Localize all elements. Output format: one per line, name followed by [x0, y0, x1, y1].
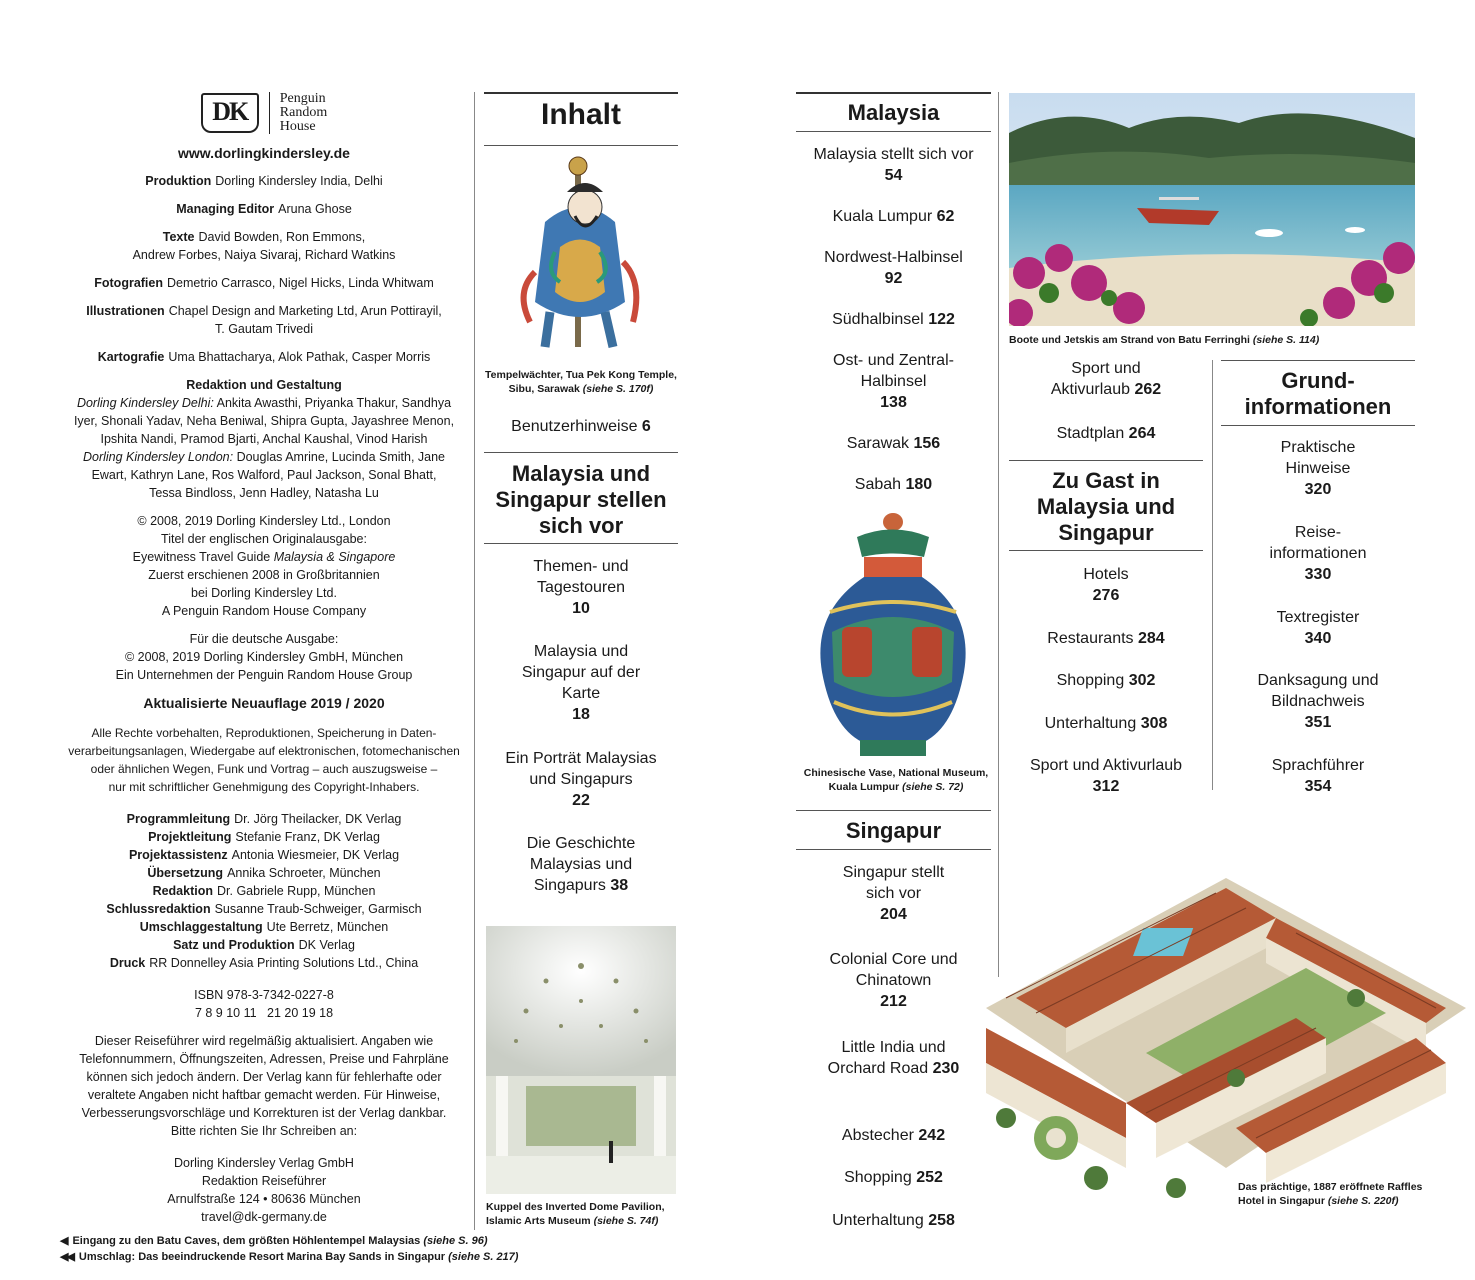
toc-entry-hotels[interactable]: Hotels 276: [1083, 566, 1129, 604]
toc-entry-little-india[interactable]: Little India und Orchard Road 230: [827, 1039, 960, 1077]
section-title-singapur: Singapur: [845, 818, 942, 843]
staff-row: Übersetzung Annika Schroeter, München: [147, 866, 381, 880]
temple-guardian-image: [505, 152, 655, 352]
credit-kartografie: Kartografie Uma Bhattacharya, Alok Pathak, Casper Morris: [97, 350, 431, 364]
toc-entry-danksagung[interactable]: Danksagung und Bildnachweis 351: [1257, 672, 1379, 731]
beach-photo: [1009, 93, 1415, 326]
toc-entry-sarawak[interactable]: Sarawak 156: [846, 435, 941, 452]
copyright-de: Für die deutsche Ausgabe: © 2008, 2019 Dorling Kindersley GmbH, München Ein Unternehmen der Penguin Random House Group: [115, 632, 413, 682]
staff-row: Programmleitung Dr. Jörg Theilacker, DK Verlag: [126, 812, 402, 826]
toc-entry-sprachfuehrer[interactable]: Sprachführer 354: [1271, 757, 1365, 795]
update-notice: Dieser Reiseführer wird regelmäßig aktualisiert. Angaben wie Telefonnummern, Öffnungszeiten, Adressen, Preise und Fahrpläne können sich jedoch ändern. Der Verlag kann für fehlerhafte oder veraltete Angaben nicht haftbar gemacht werden. Für Hinweise, Verbesserungsvorschläge und Korrekturen ist der Verlag dankbar. Bitte richten Sie Ihr Schreiben an:: [79, 1034, 449, 1138]
penguin-random-house-logo: Penguin Random House: [279, 91, 328, 134]
raffles-hotel-illustration: [976, 838, 1472, 1230]
publisher-logo: [55, 92, 473, 134]
caption-temple-guardian: Tempelwächter, Tua Pek Kong Temple, Sibu, Sarawak (siehe S. 170f): [485, 369, 677, 395]
rights-notice: Alle Rechte vorbehalten, Reproduktionen, Speicherung in Daten- verarbeitungsanlagen, Wiedergabe auf elektronischen, fotomechanischen oder ähnlichen Wegen, Funk und Vortrag – auch auszugsweise – nur mit schriftlicher Genehmigung des Copyright-Inhabers.: [68, 726, 460, 794]
copyright-en: © 2008, 2019 Dorling Kindersley Ltd., London Titel der englischen Originalausgabe: Eyewitness Travel Guide Malaysia & Singapore Zuerst erschienen 2008 in Großbritannien bei Dorling Kindersley Ltd. A Penguin Random House Company: [132, 514, 396, 618]
edition-title: Aktualisierte Neuauflage 2019 / 2020: [143, 695, 385, 711]
toc-entry-unterhaltung-sg[interactable]: Unterhaltung 258: [832, 1212, 955, 1229]
website-link[interactable]: www.dorlingkindersley.de: [178, 145, 350, 161]
credit-fotografien: Fotografien Demetrio Carrasco, Nigel Hicks, Linda Whitwam: [94, 276, 434, 290]
toc-entry-sabah[interactable]: Sabah 180: [854, 476, 933, 493]
credit-illustrationen: Illustrationen Chapel Design and Marketing Ltd, Arun Pottirayil, T. Gautam Trivedi: [86, 304, 442, 336]
footnote-cover: ◀◀ Umschlag: Das beeindruckende Resort Marina Bay Sands in Singapur (siehe S. 217): [60, 1251, 519, 1263]
staff-row: Schlussredaktion Susanne Traub-Schweiger, Garmisch: [106, 902, 422, 916]
contents-title: Inhalt: [541, 98, 621, 131]
section-title-intro: Malaysia und Singapur stellen sich vor: [495, 461, 667, 538]
toc-entry-reiseinformationen[interactable]: Reise- informationen 330: [1269, 524, 1367, 583]
toc-entry-benutzerhinweise[interactable]: Benutzerhinweise 6: [511, 418, 651, 435]
email-link[interactable]: travel@dk-germany.de: [201, 1210, 327, 1224]
toc-entry-shopping-sg[interactable]: Shopping 252: [844, 1169, 943, 1186]
toc-entry-praktische-hinweise[interactable]: Praktische Hinweise 320: [1280, 439, 1356, 498]
staff-row: Projektassistenz Antonia Wiesmeier, DK Verlag: [128, 848, 400, 862]
caption-beach: Boote und Jetskis am Strand von Batu Ferringhi (siehe S. 114): [1009, 334, 1320, 346]
toc-entry-portraet[interactable]: Ein Porträt Malaysias und Singapurs 22: [505, 750, 657, 809]
toc-entry-geschichte[interactable]: Die Geschichte Malaysias und Singapurs 38: [526, 835, 636, 894]
toc-entry-colonial-core[interactable]: Colonial Core und Chinatown 212: [829, 951, 958, 1010]
section-title-grundinformationen: Grund- informationen: [1244, 368, 1392, 419]
toc-entry-singapur-intro[interactable]: Singapur stellt sich vor 204: [842, 864, 945, 923]
staff-row: Druck RR Donnelley Asia Printing Solutions Ltd., China: [109, 956, 419, 970]
toc-entry-suedhalbinsel[interactable]: Südhalbinsel 122: [832, 311, 955, 328]
section-title-malaysia: Malaysia: [847, 100, 940, 125]
toc-entry-ost-zentral[interactable]: Ost- und Zentral-Halbinsel 138: [833, 352, 954, 411]
toc-entry-themen[interactable]: Themen- und Tagestouren 10: [533, 558, 629, 617]
toc-entry-nordwest[interactable]: Nordwest-Halbinsel 92: [824, 249, 963, 287]
imprint-column: [55, 92, 473, 1226]
caption-inverted-dome: Kuppel des Inverted Dome Pavilion, Islamic Arts Museum (siehe S. 74f): [486, 1201, 665, 1227]
chinese-vase-image: [812, 512, 974, 760]
redaktion-block: Redaktion und Gestaltung Dorling Kindersley Delhi: Ankita Awasthi, Priyanka Thakur, Sandhya Iyer, Shonali Yadav, Neha Beniwal, Shipra Gupta, Jayashree Menon, Ipshita Nandi, Pramod Bjarti, Anchal Kaushal, Vinod Harish Dorling Kindersley London: Douglas Amrine, Lucinda Smith, Jane Ewart, Kathryn Lane, Ros Walford, Paul Jackson, Sonal Bhatt, Tessa Bindloss, Jenn Hadley, Natasha Lu: [73, 378, 455, 500]
isbn-block: ISBN 978-3-7342-0227-8 7 8 9 10 11 21 20 19 18: [194, 988, 334, 1020]
toc-entry-malaysia-intro[interactable]: Malaysia stellt sich vor 54: [813, 146, 974, 184]
toc-entry-sport-aktiv[interactable]: Sport und Aktivurlaub 262: [1050, 360, 1162, 398]
credit-texte: Texte David Bowden, Ron Emmons, Andrew Forbes, Naiya Sivaraj, Richard Watkins: [132, 230, 396, 262]
staff-row: Umschlaggestaltung Ute Berretz, München: [139, 920, 389, 934]
credit-managing-editor: Managing Editor Aruna Ghose: [176, 202, 352, 216]
staff-row: Satz und Produktion DK Verlag: [173, 938, 355, 952]
staff-row: Projektleitung Stefanie Franz, DK Verlag: [148, 830, 380, 844]
toc-entry-unterhaltung[interactable]: Unterhaltung 308: [1044, 715, 1168, 732]
staff-list: [55, 810, 473, 972]
toc-entry-sport-gast[interactable]: Sport und Aktivurlaub 312: [1029, 757, 1183, 795]
toc-entry-restaurants[interactable]: Restaurants 284: [1047, 630, 1165, 647]
toc-entry-karte[interactable]: Malaysia und Singapur auf der Karte 18: [521, 643, 641, 723]
publisher-address: Dorling Kindersley Verlag GmbH Redaktion Reiseführer Arnulfstraße 124 • 80636 München travel@dk-germany.de: [55, 1154, 473, 1226]
inverted-dome-image: [486, 926, 676, 1194]
section-title-zu-gast: Zu Gast in Malaysia und Singapur: [1036, 468, 1176, 545]
staff-row: Redaktion Dr. Gabriele Rupp, München: [152, 884, 376, 898]
caption-raffles: Das prächtige, 1887 eröffnete Raffles Hotel in Singapur (siehe S. 220f): [1238, 1181, 1423, 1207]
toc-entry-stadtplan[interactable]: Stadtplan 264: [1056, 425, 1156, 442]
toc-entry-shopping[interactable]: Shopping 302: [1056, 672, 1156, 689]
dk-logo-icon: DK: [201, 93, 259, 133]
credit-produktion: Produktion Dorling Kindersley India, Delhi: [145, 174, 383, 188]
toc-entry-textregister[interactable]: Textregister 340: [1276, 609, 1360, 647]
toc-entry-kuala-lumpur[interactable]: Kuala Lumpur 62: [832, 208, 955, 225]
toc-entry-abstecher[interactable]: Abstecher 242: [841, 1127, 946, 1144]
caption-vase: Chinesische Vase, National Museum, Kuala Lumpur (siehe S. 72): [803, 767, 989, 793]
footnote-batu-caves: ◀ Eingang zu den Batu Caves, dem größten Höhlentempel Malaysias (siehe S. 96): [60, 1235, 488, 1247]
